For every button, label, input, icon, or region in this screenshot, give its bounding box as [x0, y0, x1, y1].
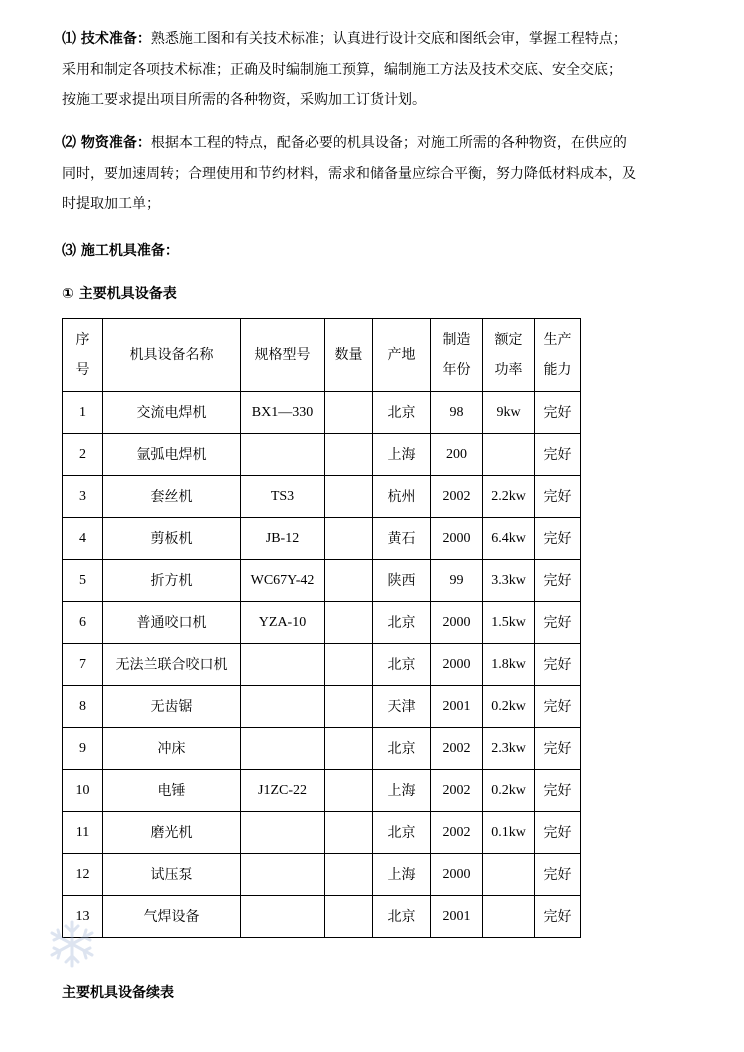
cell-origin: 上海 — [373, 434, 431, 476]
cell-no: 3 — [63, 476, 103, 518]
table-header-row — [63, 319, 581, 392]
cell-name: 无齿锯 — [103, 686, 241, 728]
cell-name: 折方机 — [103, 560, 241, 602]
cell-model: TS3 — [241, 476, 325, 518]
cell-origin: 天津 — [373, 686, 431, 728]
cell-capacity: 完好 — [535, 896, 581, 938]
cell-name: 试压泵 — [103, 854, 241, 896]
cell-year: 2002 — [431, 728, 483, 770]
cell-origin: 上海 — [373, 854, 431, 896]
cell-power: 6.4kw — [483, 518, 535, 560]
material-prep-line-2: 同时，要加速周转；合理使用和节约材料，需求和储备量应综合平衡，努力降低材料成本，及 — [62, 165, 636, 182]
cell-model — [241, 854, 325, 896]
cell-model: JB-12 — [241, 518, 325, 560]
cell-model: BX1—330 — [241, 392, 325, 434]
header-power: 额定 功率 — [483, 319, 535, 392]
cell-power — [483, 434, 535, 476]
equipment-table-heading: ① 主要机具设备表 — [62, 286, 177, 302]
cell-origin: 北京 — [373, 896, 431, 938]
cell-origin: 黄石 — [373, 518, 431, 560]
cell-model — [241, 812, 325, 854]
table-row — [63, 602, 581, 644]
cell-qty — [325, 560, 373, 602]
cell-year: 2000 — [431, 602, 483, 644]
cell-qty — [325, 476, 373, 518]
cell-year: 2001 — [431, 896, 483, 938]
cell-qty — [325, 602, 373, 644]
table-row — [63, 728, 581, 770]
cell-power: 2.3kw — [483, 728, 535, 770]
cell-power: 1.8kw — [483, 644, 535, 686]
table-row — [63, 518, 581, 560]
table-row — [63, 644, 581, 686]
table-row — [63, 560, 581, 602]
cell-power: 1.5kw — [483, 602, 535, 644]
cell-qty — [325, 518, 373, 560]
cell-qty — [325, 770, 373, 812]
cell-origin: 杭州 — [373, 476, 431, 518]
cell-qty — [325, 434, 373, 476]
cell-name: 普通咬口机 — [103, 602, 241, 644]
cell-no: 2 — [63, 434, 103, 476]
cell-no: 9 — [63, 728, 103, 770]
cell-model: J1ZC-22 — [241, 770, 325, 812]
cell-power: 0.2kw — [483, 686, 535, 728]
tech-prep-line-3: 按施工要求提出项目所需的各种物资，采购加工订货计划。 — [62, 92, 426, 108]
cell-capacity: 完好 — [535, 434, 581, 476]
cell-year: 99 — [431, 560, 483, 602]
header-origin: 产地 — [373, 319, 431, 392]
cell-power: 9kw — [483, 392, 535, 434]
cell-name: 氩弧电焊机 — [103, 434, 241, 476]
cell-model — [241, 644, 325, 686]
cell-name: 交流电焊机 — [103, 392, 241, 434]
cell-no: 7 — [63, 644, 103, 686]
table-row — [63, 686, 581, 728]
cell-name: 电锤 — [103, 770, 241, 812]
tech-prep-line-1: 熟悉施工图和有关技术标准；认真进行设计交底和图纸会审，掌握工程特点； — [150, 31, 627, 47]
machine-prep-heading: ⑶ 施工机具准备： — [62, 243, 179, 259]
tech-prep-line-2: 采用和制定各项技术标准；正确及时编制施工预算，编制施工方法及技术交底、安全交底； — [62, 61, 622, 78]
cell-year: 200 — [431, 434, 483, 476]
cell-capacity: 完好 — [535, 728, 581, 770]
cell-no: 6 — [63, 602, 103, 644]
cell-power: 0.2kw — [483, 770, 535, 812]
equipment-table — [62, 318, 581, 938]
cell-qty — [325, 854, 373, 896]
cell-name: 剪板机 — [103, 518, 241, 560]
cell-origin: 北京 — [373, 392, 431, 434]
cell-year: 2001 — [431, 686, 483, 728]
snowflake-watermark-icon — [46, 918, 98, 970]
cell-model — [241, 896, 325, 938]
table-row — [63, 896, 581, 938]
cell-capacity: 完好 — [535, 854, 581, 896]
cell-capacity: 完好 — [535, 392, 581, 434]
cell-power: 2.2kw — [483, 476, 535, 518]
cell-capacity: 完好 — [535, 602, 581, 644]
material-prep-label: ⑵ 物资准备： — [62, 135, 151, 151]
cell-name: 无法兰联合咬口机 — [103, 644, 241, 686]
material-prep-paragraph — [62, 128, 694, 220]
cell-no: 11 — [63, 812, 103, 854]
cell-qty — [325, 392, 373, 434]
table-row — [63, 854, 581, 896]
cell-capacity: 完好 — [535, 770, 581, 812]
cell-capacity: 完好 — [535, 812, 581, 854]
cell-no: 13 — [63, 896, 103, 938]
cell-model: YZA-10 — [241, 602, 325, 644]
cell-origin: 北京 — [373, 644, 431, 686]
cell-year: 2002 — [431, 812, 483, 854]
header-name: 机具设备名称 — [103, 319, 241, 392]
cell-year: 2000 — [431, 644, 483, 686]
table-row — [63, 476, 581, 518]
cell-no: 4 — [63, 518, 103, 560]
cell-origin: 北京 — [373, 602, 431, 644]
cell-year: 2002 — [431, 770, 483, 812]
cell-no: 10 — [63, 770, 103, 812]
cell-name: 气焊设备 — [103, 896, 241, 938]
tech-prep-paragraph — [62, 24, 694, 116]
cell-power: 3.3kw — [483, 560, 535, 602]
cell-no: 1 — [63, 392, 103, 434]
cell-capacity: 完好 — [535, 518, 581, 560]
cell-no: 12 — [63, 854, 103, 896]
header-qty: 数量 — [325, 319, 373, 392]
cell-origin: 北京 — [373, 728, 431, 770]
cell-year: 2002 — [431, 476, 483, 518]
cell-model — [241, 686, 325, 728]
cell-year: 2000 — [431, 854, 483, 896]
table-row — [63, 770, 581, 812]
cell-qty — [325, 812, 373, 854]
cell-power — [483, 854, 535, 896]
cell-capacity: 完好 — [535, 560, 581, 602]
cell-model — [241, 434, 325, 476]
cell-capacity: 完好 — [535, 476, 581, 518]
header-model: 规格型号 — [241, 319, 325, 392]
cell-model: WC67Y-42 — [241, 560, 325, 602]
cell-name: 套丝机 — [103, 476, 241, 518]
cell-origin: 陕西 — [373, 560, 431, 602]
cell-power: 0.1kw — [483, 812, 535, 854]
continued-table-heading: 主要机具设备续表 — [62, 985, 174, 1001]
header-no: 序 号 — [63, 319, 103, 392]
cell-qty — [325, 644, 373, 686]
cell-model — [241, 728, 325, 770]
cell-qty — [325, 896, 373, 938]
cell-capacity: 完好 — [535, 686, 581, 728]
cell-origin: 上海 — [373, 770, 431, 812]
table-row — [63, 434, 581, 476]
header-year: 制造 年份 — [431, 319, 483, 392]
cell-year: 2000 — [431, 518, 483, 560]
material-prep-line-3: 时提取加工单； — [62, 196, 160, 212]
table-row — [63, 392, 581, 434]
header-capacity: 生产 能力 — [535, 319, 581, 392]
cell-name: 磨光机 — [103, 812, 241, 854]
tech-prep-label: ⑴ 技术准备： — [62, 31, 151, 47]
cell-no: 8 — [63, 686, 103, 728]
cell-qty — [325, 686, 373, 728]
cell-year: 98 — [431, 392, 483, 434]
cell-capacity: 完好 — [535, 644, 581, 686]
cell-origin: 北京 — [373, 812, 431, 854]
cell-power — [483, 896, 535, 938]
cell-qty — [325, 728, 373, 770]
cell-name: 冲床 — [103, 728, 241, 770]
cell-no: 5 — [63, 560, 103, 602]
table-row — [63, 812, 581, 854]
material-prep-line-1: 根据本工程的特点，配备必要的机具设备；对施工所需的各种物资，在供应的 — [150, 135, 627, 151]
